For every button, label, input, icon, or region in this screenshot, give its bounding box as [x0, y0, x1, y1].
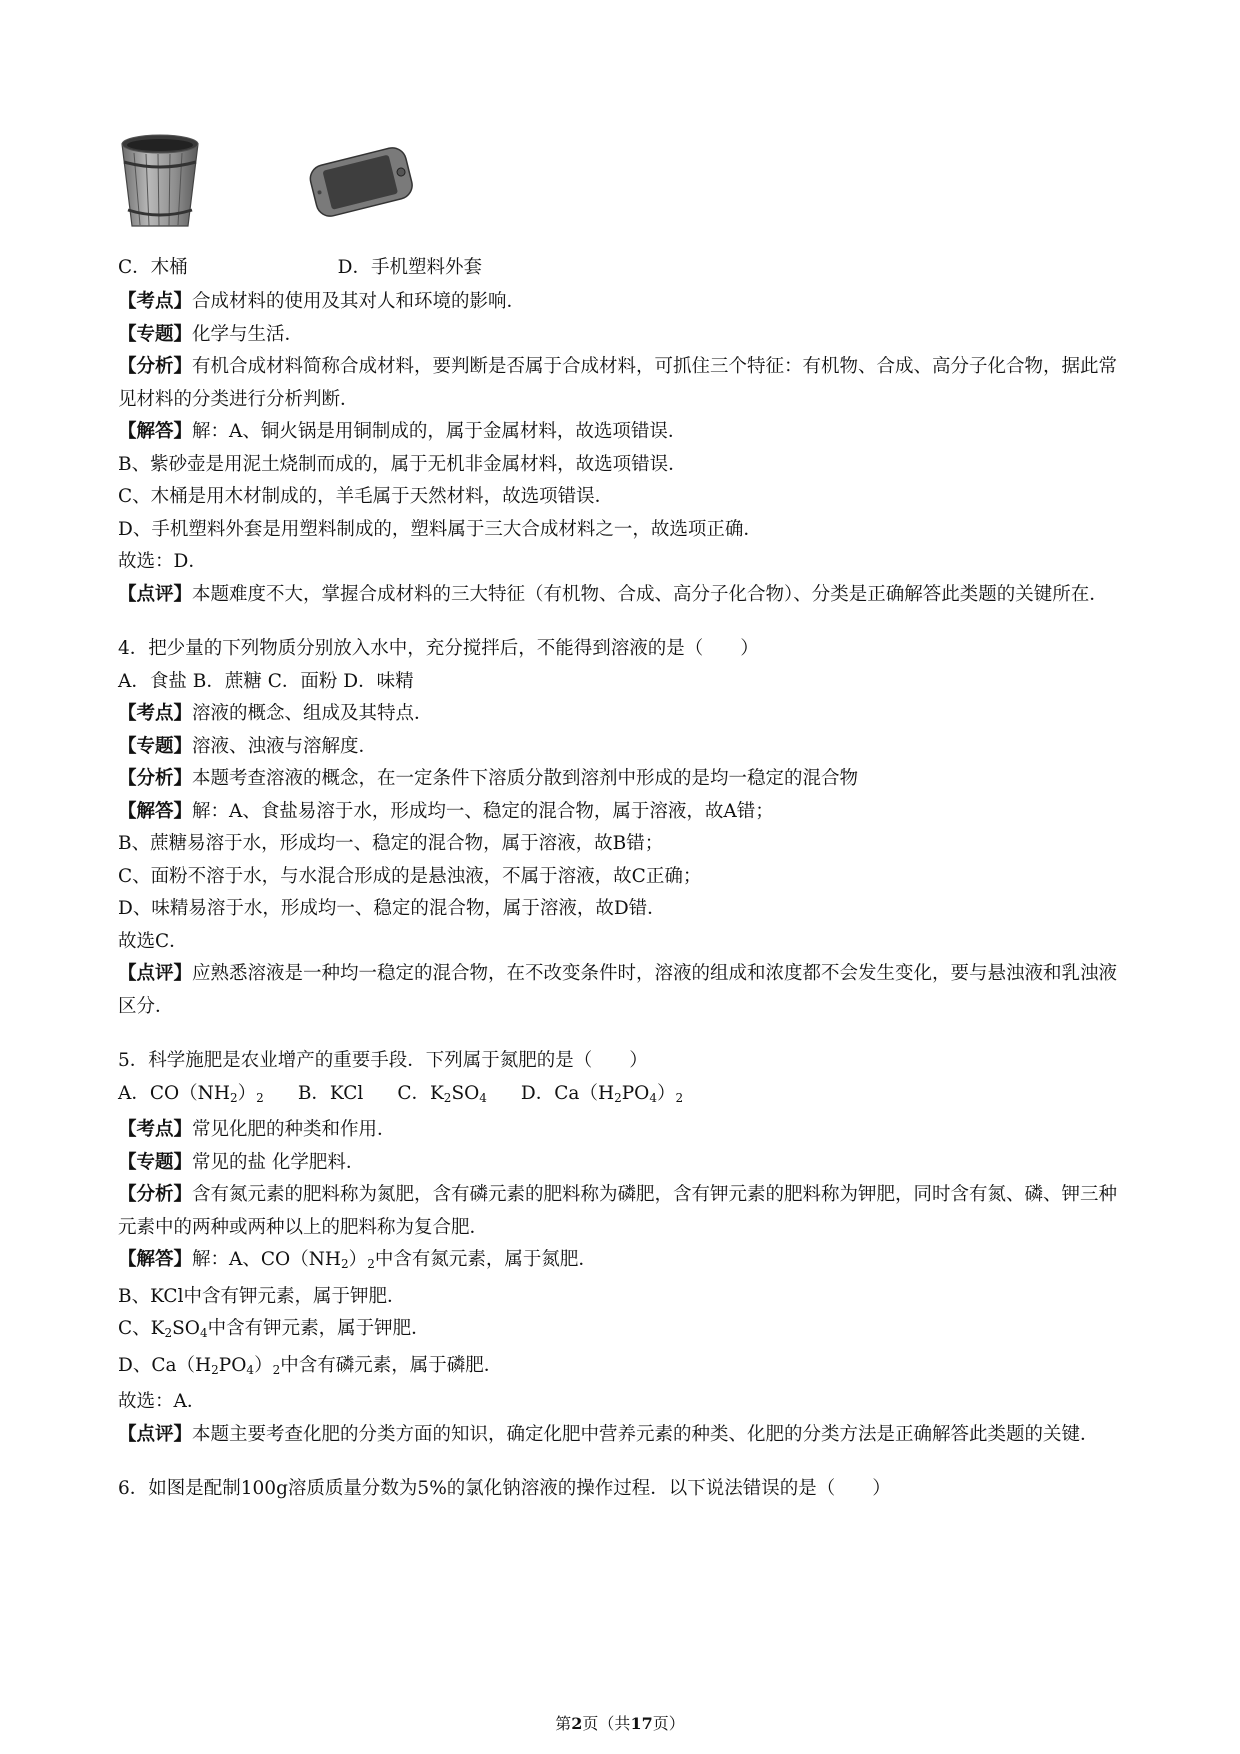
q4-options: A．食盐 B．蔗糖 C．面粉 D．味精: [118, 670, 414, 692]
option-figures: [118, 132, 498, 232]
phone-case-image: [306, 142, 416, 220]
wooden-bucket-image: [118, 132, 202, 230]
q5-jieda: 【解答】解：A、$CO(NH_2)_2$中含有氮元素，属于氮肥．: [118, 1249, 597, 1271]
q4-answer: 故选C．: [118, 930, 188, 952]
q3-jieda: 【解答】解：A、铜火锅是用铜制成的，属于金属材料，故选项错误．: [118, 421, 687, 442]
q5-option-c: C．$K_2SO_4$: [397, 1082, 487, 1105]
q5-jieda-c: C、$K_2SO_4$中含有钾元素，属于钾肥．: [118, 1318, 430, 1340]
q5-options: [118, 1078, 1128, 1115]
q4-jieda-d: D、味精易溶于水，形成均一、稳定的混合物，属于溶液，故D错．: [118, 898, 666, 919]
page-number: 2: [571, 1714, 583, 1733]
q4-jieda-b: B、蔗糖易溶于水，形成均一、稳定的混合物，属于溶液，故B错；: [118, 833, 664, 854]
q5-fenxi: 【分析】含有氮元素的肥料称为氮肥，含有磷元素的肥料称为磷肥，含有钾元素的肥料称为钾肥，同时含有氮、磷、钾三种元素中的两种或两种以上的肥料称为复合肥．: [118, 1184, 1118, 1238]
q5-answer: 故选：A．: [118, 1391, 206, 1412]
q3-dianping: 【点评】本题难度不大，掌握合成材料的三大特征（有机物、合成、高分子化合物）、分类是正确解答此类题的关键所在．: [118, 583, 1108, 605]
q6-stem: 6．如图是配制100g溶质质量分数为5%的氯化钠溶液的操作过程．以下说法错误的是（ ）: [118, 1478, 891, 1499]
q3-jieda-b: B、紫砂壶是用泥土烧制而成的，属于无机非金属材料，故选项错误．: [118, 453, 687, 475]
q4-fenxi: 【分析】本题考查溶液的概念，在一定条件下溶质分散到溶剂中形成的是均一稳定的混合物: [118, 768, 859, 789]
document-body: [118, 286, 1128, 1506]
q4-stem: 4．把少量的下列物质分别放入水中，充分搅拌后，不能得到溶液的是（ ）: [118, 638, 759, 659]
option-c-label: C．木桶: [118, 257, 188, 278]
q3-zhuanti: 【专题】化学与生活．: [118, 323, 304, 345]
q4-jieda-c: C、面粉不溶于水，与水混合形成的是悬浊液，不属于溶液，故C正确；: [118, 865, 702, 887]
q5-option-b: B．KCl: [297, 1082, 364, 1104]
q4-zhuanti: 【专题】溶液、浊液与溶解度．: [118, 735, 378, 757]
q5-stem: 5．科学施肥是农业增产的重要手段．下列属于氮肥的是（ ）: [118, 1050, 648, 1071]
q3-jieda-c: C、木桶是用木材制成的，羊毛属于天然材料，故选项错误．: [118, 486, 614, 507]
page-total: 17: [630, 1714, 653, 1733]
q5-jieda-b: B、KCl中含有钾元素，属于钾肥．: [118, 1285, 406, 1307]
q5-dianping: 【点评】本题主要考查化肥的分类方面的知识，确定化肥中营养元素的种类、化肥的分类方法是正确解答此类题的关键．: [118, 1423, 1099, 1445]
q5-kaodian: 【考点】常见化肥的种类和作用．: [118, 1119, 396, 1140]
options-c-d: [118, 253, 482, 279]
q5-option-a: A．$CO(NH_2)_2$: [118, 1082, 264, 1105]
q5-jieda-d: D、$Ca(H_2PO_4)_2$中含有磷元素，属于磷肥．: [118, 1354, 503, 1377]
q3-fenxi: 【分析】有机合成材料简称合成材料，要判断是否属于合成材料，可抓住三个特征：有机物、合成、高分子化合物，据此常见材料的分类进行分析判断．: [118, 356, 1118, 410]
q4-jieda: 【解答】解：A、食盐易溶于水，形成均一、稳定的混合物，属于溶液，故A错；: [118, 800, 774, 822]
page-footer: 第2页（共17页）: [555, 1714, 685, 1733]
q5-option-d: D．$Ca(H_2PO_4)_2$: [520, 1082, 684, 1105]
q4-kaodian: 【考点】溶液的概念、组成及其特点．: [118, 703, 433, 724]
q5-zhuanti: 【专题】常见的盐 化学肥料．: [118, 1151, 365, 1173]
option-d-label: D．手机塑料外套: [337, 257, 482, 278]
q3-jieda-d: D、手机塑料外套是用塑料制成的，塑料属于三大合成材料之一，故选项正确．: [118, 518, 762, 540]
q4-dianping: 【点评】应熟悉溶液是一种均一稳定的混合物，在不改变条件时，溶液的组成和浓度都不会发生变化，要与悬浊液和乳浊液区分．: [118, 963, 1118, 1017]
q3-kaodian: 【考点】合成材料的使用及其对人和环境的影响．: [118, 291, 526, 312]
q3-answer: 故选：D．: [118, 551, 207, 572]
